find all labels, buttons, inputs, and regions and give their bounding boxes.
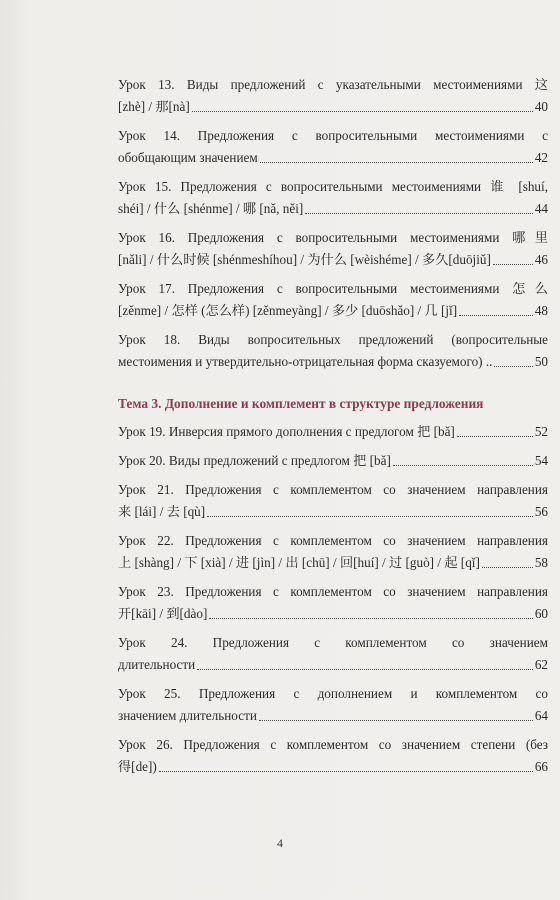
toc-page-number: 50 [534,354,548,369]
toc-entry [118,734,548,778]
toc-entry-text: 开[kāi] / 到[dào] [118,606,208,621]
toc-entry [118,125,548,169]
toc-entry-line: Урок 22. Предложения с комплементом со значением направления [118,533,548,548]
toc-entry-text: [zhè] / 那[nà] [118,99,190,114]
toc-entry [118,329,548,373]
toc-entry-last-line [118,450,548,472]
toc-entry [118,176,548,220]
table-of-contents [118,74,548,785]
toc-entry-last-line [118,96,548,118]
toc-entry-line: Урок 23. Предложения с комплементом со значением направления [118,584,548,599]
dot-leader [494,366,532,367]
toc-entry [118,632,548,676]
toc-entry-last-line [118,501,548,523]
dot-leader [482,567,533,568]
toc-page-number: 52 [534,424,548,439]
toc-entry [118,450,548,472]
dot-leader [260,162,533,163]
toc-entry-last-line [118,603,548,625]
toc-entry-text: 上 [shàng] / 下 [xià] / 进 [jìn] / 出 [chū] / 回[huí] / 过 [guò] / 起 [qǐ] [118,555,480,570]
toc-entry-line: Урок 14. Предложения с вопросительными местоимениями с [118,128,548,143]
dot-leader [207,516,533,517]
toc-entry-last-line [118,654,548,676]
toc-entry-last-line [118,300,548,322]
toc-page-number: 44 [534,201,548,216]
toc-section-a [118,74,548,373]
toc-entry-last-line [118,147,548,169]
toc-entry [118,227,548,271]
toc-entry-text: обобщающим значением [118,150,258,165]
toc-entry-last-line [118,198,548,220]
dot-leader [209,618,532,619]
toc-page-number: 40 [534,99,548,114]
toc-page-number: 62 [534,657,548,672]
toc-page-number: 48 [534,303,548,318]
dot-leader [259,720,533,721]
toc-entry-text: 来 [lái] / 去 [qù] [118,504,206,519]
dot-leader [459,315,533,316]
dot-leader [197,669,533,670]
toc-page-number: 58 [534,555,548,570]
toc-entry-last-line [118,756,548,778]
toc-page-number: 66 [534,759,548,774]
toc-entry-line: Урок 17. Предложения с вопросительными местоимениями 怎么 [118,281,548,296]
toc-entry-text: значением длительности [118,708,257,723]
dot-leader [457,436,533,437]
toc-entry-text: shéi] / 什么 [shénme] / 哪 [nǎ, něi] [118,201,304,216]
toc-section-b [118,421,548,778]
toc-entry-last-line [118,705,548,727]
toc-entry [118,581,548,625]
dot-leader [393,465,533,466]
toc-page-number: 64 [534,708,548,723]
toc-entry-last-line [118,249,548,271]
toc-entry [118,421,548,443]
toc-entry-line: Урок 25. Предложения с дополнением и комплементом со [118,686,548,701]
toc-entry [118,74,548,118]
dot-leader [493,264,533,265]
toc-entry-last-line [118,552,548,574]
toc-entry-line: Урок 21. Предложения с комплементом со значением направления [118,482,548,497]
toc-entry-last-line [118,351,548,373]
dot-leader [192,111,533,112]
toc-entry-text: Урок 19. Инверсия прямого дополнения с предлогом 把 [bǎ] [118,424,455,439]
toc-entry-text: Урок 20. Виды предложений с предлогом 把 [bǎ] [118,453,391,468]
toc-entry-text: [zěnme] / 怎样 (怎么样) [zěnmeyàng] / 多少 [duōshǎo] / 几 [jǐ] [118,303,458,318]
page-number: 4 [277,836,283,850]
toc-entry-text: [nǎli] / 什么时候 [shénmeshíhou] / 为什么 [wèishéme] / 多久[duōjiǔ] [118,252,491,267]
toc-page-number: 56 [534,504,548,519]
toc-page-number: 42 [534,150,548,165]
toc-entry-line: Урок 24. Предложения с комплементом со значением [118,635,548,650]
toc-entry [118,278,548,322]
toc-entry-last-line [118,421,548,443]
toc-page-number: 46 [534,252,548,267]
toc-entry-text: длительности [118,657,196,672]
toc-entry-line: Урок 13. Виды предложений с указательными местоимениями 这 [118,77,548,92]
toc-entry [118,683,548,727]
topic-heading: Тема 3. Дополнение и комплемент в структуре предложения [118,396,484,411]
dot-leader [305,213,533,214]
toc-page-number: 54 [534,453,548,468]
toc-entry-text: 得[de]) [118,759,157,774]
toc-page-number: 60 [534,606,548,621]
toc-entry-line: Урок 16. Предложения с вопросительными местоимениями 哪里 [118,230,548,245]
toc-entry-line: Урок 18. Виды вопросительных предложений (вопросительные [118,332,548,347]
toc-entry-line: Урок 26. Предложения с комплементом со значением степени (без [118,737,548,752]
toc-entry-line: Урок 15. Предложения с вопросительными местоимениями 谁 [shuí, [118,179,548,194]
toc-entry [118,479,548,523]
toc-entry-text: местоимения и утвердительно-отрицательная форма сказуемого) .. [118,354,493,369]
dot-leader [159,771,533,772]
toc-entry [118,530,548,574]
